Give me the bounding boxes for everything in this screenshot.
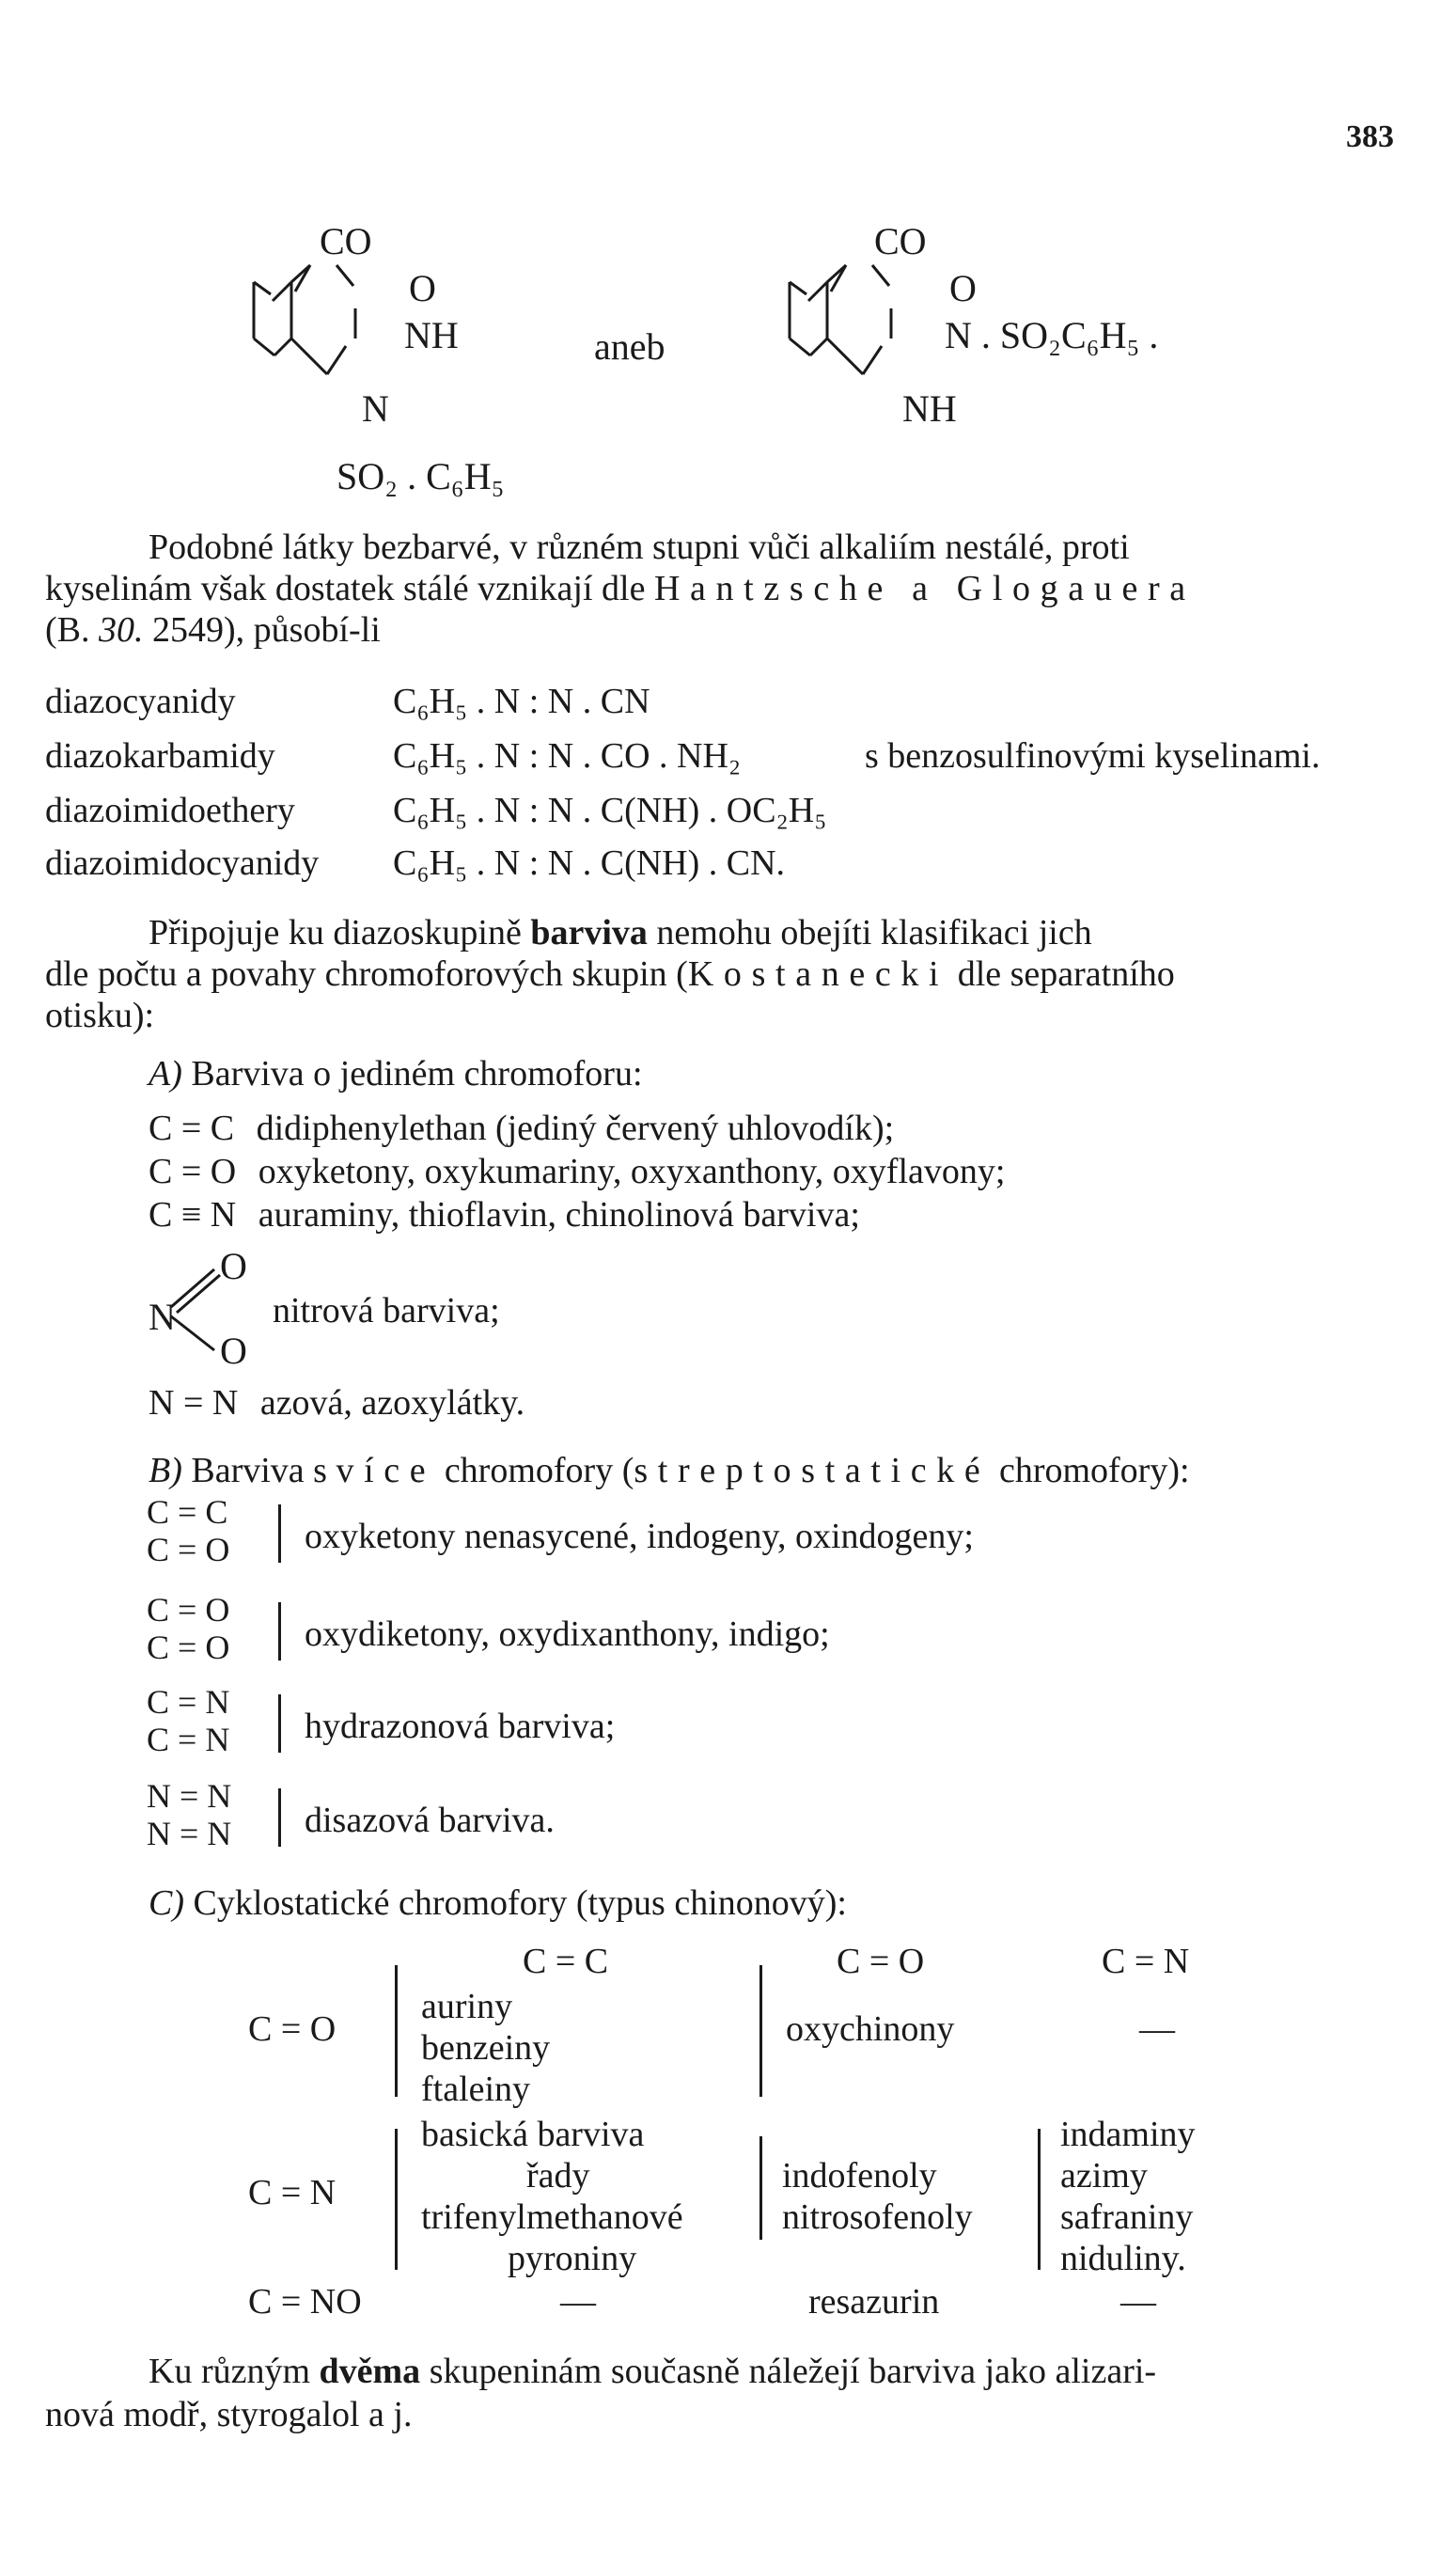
section-c-title: Cyklostatické chromofory (typus chinonový): xyxy=(193,1883,847,1923)
intro-ref-prefix: (B. xyxy=(45,610,90,650)
intro-ref-suffix: 2549), působí-li xyxy=(152,610,381,650)
pair-bottom: C = N xyxy=(147,1721,230,1758)
intro-line-3 xyxy=(45,609,381,651)
diazo-formula-3: C₆H₅ . N : N . C(NH) . CN. xyxy=(393,843,786,883)
classification-text-p2b: dle separatního xyxy=(957,954,1175,994)
row-cn-col3-3: niduliny. xyxy=(1060,2239,1186,2278)
brace xyxy=(278,1788,281,1847)
classification-line-1 xyxy=(149,912,1092,953)
section-a-item-1 xyxy=(149,1151,1005,1192)
section-b-title-spaced: více xyxy=(336,1451,436,1490)
left-nh: NH xyxy=(404,314,459,356)
intro-line-2-text: kyselinám však dostatek stálé vznikají dle xyxy=(45,569,646,608)
row-cn-col3-2: safraniny xyxy=(1060,2197,1194,2237)
chromophore-text: didiphenylethan (jediný červený uhlovodík); xyxy=(256,1109,895,1148)
right-rings xyxy=(790,265,891,374)
row-cn-col2-1: nitrosofenoly xyxy=(782,2197,973,2237)
left-substituent: SO₂ . C₆H₅ xyxy=(337,455,505,497)
table-header-0: C = C xyxy=(523,1942,609,1981)
row-group-cno: C = NO xyxy=(248,2282,362,2322)
section-a-heading xyxy=(149,1053,643,1094)
pair-text: hydrazonová barviva; xyxy=(305,1707,616,1746)
intro-line-2 xyxy=(45,568,1196,609)
intro-authors: Hantzsche a Glogauera xyxy=(653,569,1196,608)
classification-text-c: nemohu obejíti klasifikaci jich xyxy=(656,913,1092,952)
section-a-azo xyxy=(149,1382,524,1424)
chromophore-group: C = C xyxy=(149,1109,235,1148)
row-co-col1-1: benzeiny xyxy=(421,2028,551,2068)
row-cn-col1-3: pyroniny xyxy=(508,2239,637,2278)
section-b-title-a: Barviva s xyxy=(191,1451,327,1490)
pair-bottom: N = N xyxy=(147,1815,232,1852)
diazo-formula-2: C₆H₅ . N : N . C(NH) . OC₂H₅ xyxy=(393,791,827,830)
left-rings xyxy=(254,265,355,374)
row-co-col1-2: ftaleiny xyxy=(421,2070,531,2109)
brace xyxy=(759,1965,762,2097)
row-cn-col1-2: trifenylmethanové xyxy=(421,2197,683,2237)
brace xyxy=(395,1965,398,2097)
pair-top: C = N xyxy=(147,1683,230,1721)
left-n: N xyxy=(362,387,389,430)
pair-text: oxyketony nenasycené, indogeny, oxindogeny; xyxy=(305,1517,974,1556)
classification-line-3: otisku): xyxy=(45,996,155,1035)
pair-top: C = O xyxy=(147,1591,230,1629)
row-cn-col1-1: řady xyxy=(526,2156,590,2196)
intro-line-1: Podobné látky bezbarvé, v různém stupni vůči alkaliím nestálé, proti xyxy=(149,527,1130,567)
classification-line-2 xyxy=(45,953,1175,995)
diazo-name-1: diazokarbamidy xyxy=(45,736,275,776)
classification-text-a: Připojuje ku diazoskupině xyxy=(149,913,522,952)
brace xyxy=(759,2136,762,2240)
diazo-name-0: diazocyanidy xyxy=(45,682,236,721)
footer-text-a: Ku různým xyxy=(149,2352,311,2391)
brace xyxy=(278,1694,281,1753)
section-b-title-spaced-2: streptostatické xyxy=(634,1451,991,1490)
footer-bold-dvema: dvěma xyxy=(319,2352,421,2391)
nitro-o1: O xyxy=(220,1245,247,1287)
brace xyxy=(1038,2129,1041,2270)
nitro-bonds xyxy=(171,1269,220,1350)
right-nh: NH xyxy=(902,387,957,430)
footer-text-c: skupeninám současně náležejí barviva jako alizari- xyxy=(429,2352,1157,2391)
section-a-item-0 xyxy=(149,1108,894,1149)
brace xyxy=(278,1602,281,1661)
section-c-label: C) xyxy=(149,1883,184,1923)
row-co-col2-0: oxychinony xyxy=(786,2009,955,2049)
row-cn-col2-0: indofenoly xyxy=(782,2156,937,2196)
section-b-title-b: chromofory ( xyxy=(444,1451,634,1490)
row-cn-col1-0: basická barviva xyxy=(421,2115,645,2154)
row-cno-col3: — xyxy=(1120,2282,1156,2322)
footer-line-2: nová modř, styrogalol a j. xyxy=(45,2395,413,2434)
row-cno-col1: — xyxy=(560,2282,596,2322)
nitro-text: nitrová barviva; xyxy=(273,1291,500,1330)
diazo-note: s benzosulfinovými kyselinami. xyxy=(865,736,1321,776)
chromophore-group: C ≡ N xyxy=(149,1195,237,1235)
section-b-title-c: chromofory): xyxy=(998,1451,1190,1490)
azo-text: azová, azoxylátky. xyxy=(259,1383,525,1423)
structure-connector: aneb xyxy=(594,325,665,368)
nitro-n: N xyxy=(149,1296,176,1338)
diazo-name-3: diazoimidocyanidy xyxy=(45,843,320,883)
section-b-heading xyxy=(149,1450,1190,1491)
diazo-formula-1: C₆H₅ . N : N . CO . NH₂ xyxy=(393,736,742,776)
classification-text-p2a: dle počtu a povahy chromoforových skupin ( xyxy=(45,954,688,994)
classification-author: Kostanecki xyxy=(687,954,949,994)
pair-text: oxydiketony, oxydixanthony, indigo; xyxy=(305,1614,830,1654)
intro-ref-volume: 30. xyxy=(99,610,144,650)
footer-line-1 xyxy=(149,2351,1156,2392)
nitro-o2: O xyxy=(220,1330,247,1372)
classification-bold-barviva: barviva xyxy=(530,913,648,952)
pair-bottom: C = O xyxy=(147,1629,230,1666)
row-group-cn: C = N xyxy=(248,2173,337,2212)
section-b-label: B) xyxy=(149,1451,182,1490)
right-co: CO xyxy=(874,220,927,262)
row-co-col3-0: — xyxy=(1139,2009,1175,2049)
pair-text: disazová barviva. xyxy=(305,1801,555,1840)
left-o: O xyxy=(409,267,436,309)
chromophore-group: C = O xyxy=(149,1152,237,1191)
chromophore-text: oxyketony, oxykumariny, oxyxanthony, oxyflavony; xyxy=(258,1152,1006,1191)
row-cno-col2: resazurin xyxy=(808,2282,940,2322)
left-co: CO xyxy=(320,220,372,262)
table-header-1: C = O xyxy=(837,1942,925,1981)
section-a-item-2 xyxy=(149,1194,860,1236)
right-o: O xyxy=(949,267,977,309)
pair-top: C = C xyxy=(147,1493,228,1531)
pair-bottom: C = O xyxy=(147,1531,230,1568)
table-header-2: C = N xyxy=(1102,1942,1190,1981)
brace xyxy=(395,2129,398,2270)
diazo-formula-0: C₆H₅ . N : N . CN xyxy=(393,682,650,721)
row-co-col1-0: auriny xyxy=(421,1987,513,2026)
right-n-substituent: N . SO₂C₆H₅ . xyxy=(945,314,1159,356)
pair-top: N = N xyxy=(147,1777,232,1815)
chemical-structure-right xyxy=(752,207,1241,489)
section-a-label: A) xyxy=(149,1054,182,1094)
brace xyxy=(278,1504,281,1563)
nitro-structure xyxy=(141,1241,291,1373)
row-group-co: C = O xyxy=(248,2009,337,2049)
row-cn-col3-1: azimy xyxy=(1060,2156,1148,2196)
page-number: 383 xyxy=(1346,119,1394,154)
diazo-name-2: diazoimidoethery xyxy=(45,791,295,830)
section-a-title: Barviva o jediném chromoforu: xyxy=(191,1054,643,1094)
chromophore-text: auraminy, thioflavin, chinolinová barviva; xyxy=(258,1195,860,1235)
row-cn-col3-0: indaminy xyxy=(1060,2115,1196,2154)
section-c-heading xyxy=(149,1882,847,1924)
azo-group: N = N xyxy=(149,1383,239,1423)
